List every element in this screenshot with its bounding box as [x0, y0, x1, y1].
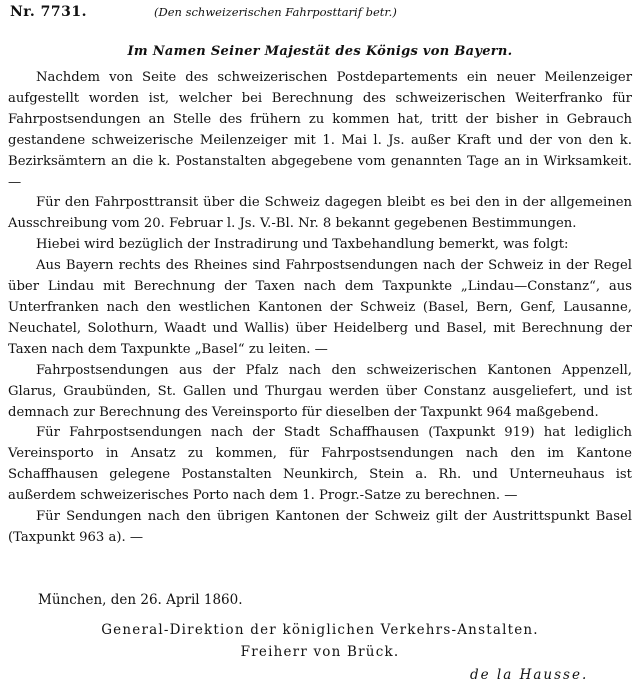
paragraph-meilenzeiger: Nachdem von Seite des schweizerischen Postdepartements ein neuer Meilenzeiger aufgestellt worden ist, welcher bei Berechnung des schweizerischen Weiterfranko für Fahrpostsendungen an Stelle des frühern zu kommen hat, tritt der bisher in Gebrauch gestandene schweizerische Meilenzeiger mit 1. Mai l. Js. außer Kraft und der von den k. Bezirksämtern an die k. Postanstalten abgegebene vom genannten Tage an in Wirksamkeit. — — [8, 70, 632, 190]
paragraph-bayern-rechts-des-rheines: Aus Bayern rechts des Rheines sind Fahrpostsendungen nach der Schweiz in der Regel über Lindau mit Berechnung der Taxen nach dem Taxpunkte „Lindau—Constanz“, aus Unterfranken nach den westlichen Kantonen der Schweiz (Basel, Bern, Genf, Lausanne, Neuchatel, Solothurn, Waadt und Wallis) über Heidelberg und Basel, mit Berechnung der Taxen nach dem Taxpunkte „Basel“ zu leiten. — — [8, 258, 632, 357]
document-header — [4, 4, 634, 24]
paragraph-pfalz: Fahrpostsendungen aus der Pfalz nach den schweizerischen Kantonen Appenzell, Glarus, Graubünden, St. Gallen und Thurgau werden über Constanz ausgeliefert, und ist demnach zur Berechnung des Vereinsporto für dieselben der Taxpunkt 964 maßgebend. — [8, 362, 632, 420]
countersignature: de la Hausse. — [470, 667, 589, 683]
document-subject: (Den schweizerischen Fahrposttarif betr.) — [154, 5, 397, 19]
document-number: Nr. 7731. — [10, 4, 87, 20]
paragraph-uebrige-kantone: Für Sendungen nach den übrigen Kantonen der Schweiz gilt der Austrittspunkt Basel (Taxpunkt 963 a). — — [8, 509, 632, 545]
signatory-name: Freiherr von Brück. — [240, 644, 400, 660]
date-line: München, den 26. April 1860. — [38, 592, 243, 608]
paragraph-fahrposttransit: Für den Fahrposttransit über die Schweiz dagegen bleibt es bei den in der allgemeinen Ausschreibung vom 20. Februar l. Js. V.-Bl. Nr. 8 bekannt gegebenen Bestimmungen. — [8, 195, 632, 232]
document-title: Im Namen Seiner Majestät des Königs von Bayern. — [127, 44, 513, 59]
document-body — [8, 68, 632, 549]
issuing-authority: General-Direktion der königlichen Verkehrs-Anstalten. — [101, 622, 539, 638]
paragraph-instradirung: Hiebei wird bezüglich der Instradirung und Taxbehandlung bemerkt, was folgt: — [36, 237, 569, 253]
paragraph-schaffhausen: Für Fahrpostsendungen nach der Stadt Schaffhausen (Taxpunkt 919) hat lediglich Vereinsporto in Ansatz zu kommen, für Fahrpostsendungen nach den im Kantone Schaffhausen gelegene Postanstalten Neunkirch, Stein a. Rh. und Unterneuhaus ist außerdem schweizerisches Porto nach dem 1. Progr.-Satze zu berechnen. — — [8, 425, 632, 504]
